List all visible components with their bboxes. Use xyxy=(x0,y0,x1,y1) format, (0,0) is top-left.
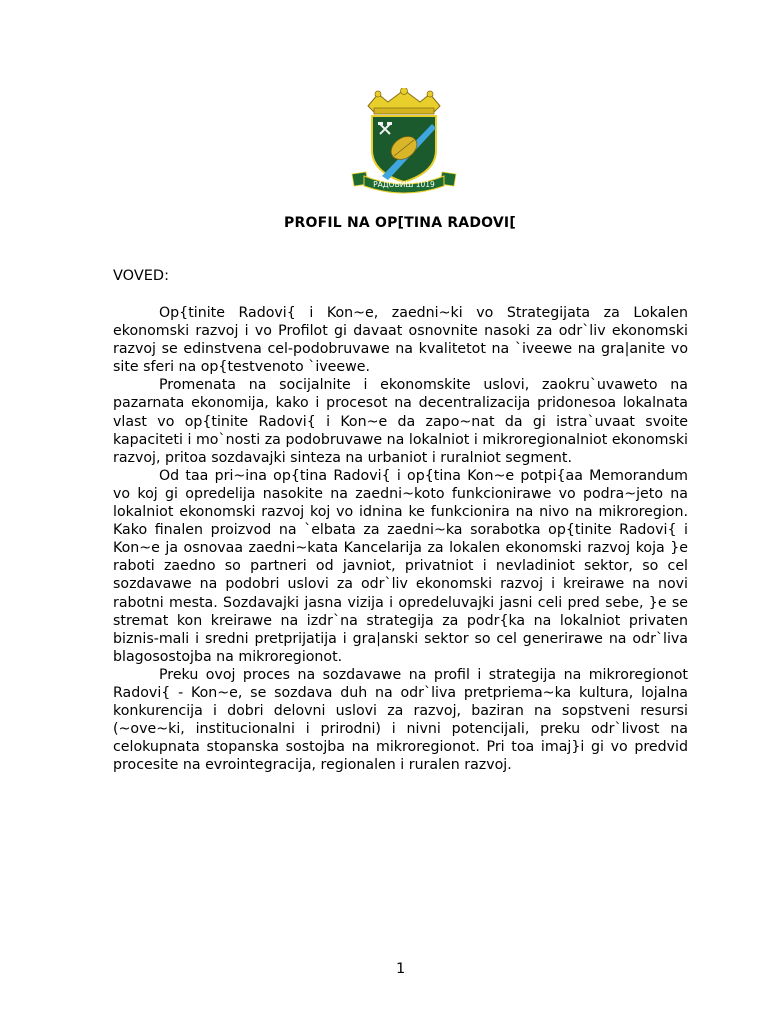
banner-text: РАДОВИШ 1019 xyxy=(373,180,435,189)
page-title: PROFIL NA OP[TINA RADOVI[ xyxy=(284,215,516,231)
coat-of-arms-icon xyxy=(348,88,460,196)
document-body xyxy=(113,304,688,774)
page-number: 1 xyxy=(396,961,406,977)
paragraph: Op{tinite Radovi{ i Kon~e, zaedni~ki vo Strategijata za Lokalen ekonomski razvoj i vo Profilot gi davaat osnovnite nasoki za odr`liv ekonomski razvoj se edinstvena cel-podobruvawe na kvalitetot na `iveewe na gra|anite vo site sferi na op{testvenoto `iveewe. xyxy=(113,305,688,376)
paragraph: Preku ovoj proces na sozdavawe na profil i strategija na mikroregionot Radovi{ - Kon~e, se sozdava duh na odr`liva pretpriema~ka kultura, lojalna konkurencija i dobri delovni uslovi za razvoj, baziran na sopstveni resursi (~ove~ki, institucionalni i prirodni) i nivni potencijali, preku odr`livost na celokupnata stopanska sostojba na mikroregionot. Pri toa imaj}i gi vo predvid procesite na evrointegracija, regionalen i ruralen razvoj. xyxy=(113,666,688,774)
section-heading: VOVED: xyxy=(113,268,169,284)
shield-icon xyxy=(372,116,436,182)
crown-icon xyxy=(368,88,440,114)
paragraph: Promenata na socijalnite i ekonomskite uslovi, zaokru`uvaweto na pazarnata ekonomija, kako i procesot na decentralizacija pridonesoa lokalnata vlast vo op{tinite Radovi{ i Kon~e da zapo~nat da gi istra`uvaat svoite kapaciteti i mo`nosti za podobruvawe na lokalniot i mikroregionalniot ekonomski razvoj, pritoa sozdavajki sinteza na urbaniot i ruralniot segment. xyxy=(113,377,688,466)
paragraph: Od taa pri~ina op{tina Radovi{ i op{tina Kon~e potpi{aa Memorandum vo koj gi opredelija nasokite na zaedni~koto funkcionirawe vo podra~jeto na lokalniot ekonomski razvoj koj vo idnina ke funkcionira na nivo na mikroregion. Kako finalen proizvod na `elbata za zaedni~ka sorabotka op{tinite Radovi{ i Kon~e ja osnovaa zaedni~kata Kancelarija za lokalen ekonomski razvoj koja }e raboti zaedno so partneri od javniot, privatniot i nevladiniot sektor, so cel sozdavawe na podobri uslovi za odr`liv ekonomski razvoj i kreirawe na novi rabotni mesta. Sozdavajki jasna vizija i opredeluvajki jasni celi pred sebe, }e se stremat kon kreirawe na izdr`na strategija za podr{ka na lokalniot privaten biznis-mali i sredni pretprijatija i gra|anski sektor so cel generirawe na odr`liva blagosostojba na mikroregionot. xyxy=(113,467,688,665)
